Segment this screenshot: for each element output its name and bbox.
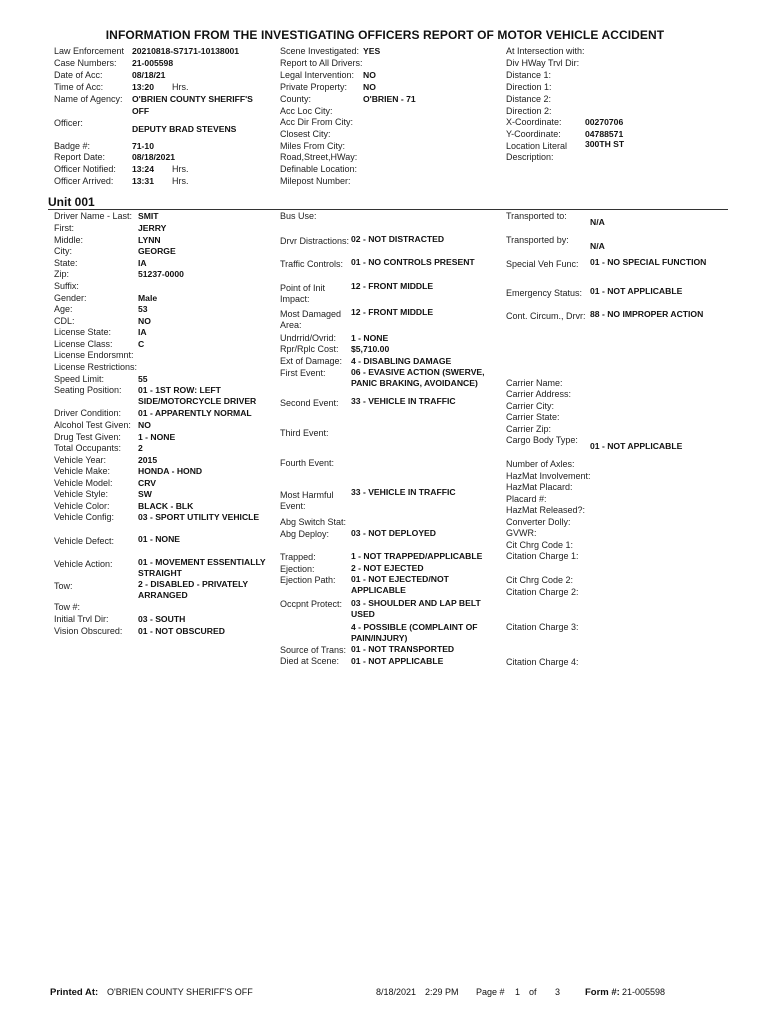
county-label: County: (280, 94, 312, 104)
abg-deploy-value: 03 - NOT DEPLOYED (351, 528, 436, 538)
driver-last-value: SMIT (138, 211, 159, 221)
initial-trvl-dir-value: 03 - SOUTH (138, 614, 186, 624)
age-value: 53 (138, 304, 148, 314)
officer-value: DEPUTY BRAD STEVENS (132, 124, 237, 134)
converter-dolly-label: Converter Dolly: (506, 517, 571, 527)
report-date-value: 08/18/2021 (132, 152, 176, 162)
citation-charge4-label: Citation Charge 4: (506, 657, 579, 667)
definable-location-label: Definable Location: (280, 164, 358, 174)
distance2-label: Distance 2: (506, 94, 552, 104)
vehicle-action-value: 01 - MOVEMENT ESSENTIALLY (138, 557, 266, 567)
law-enforcement-label: Law Enforcement (54, 46, 125, 56)
state-value: IA (138, 258, 147, 268)
most-damaged-label-cont: Area: (280, 320, 302, 330)
vehicle-config-label: Vehicle Config: (54, 512, 115, 522)
carrier-zip-label: Carrier Zip: (506, 424, 552, 434)
date-of-acc-label: Date of Acc: (54, 70, 103, 80)
vehicle-config-value: 03 - SPORT UTILITY VEHICLE (138, 512, 260, 522)
transported-by-value: N/A (590, 241, 605, 251)
ejection-value: 2 - NOT EJECTED (351, 563, 424, 573)
undrrid-value: 1 - NONE (351, 333, 389, 343)
abg-deploy-label: Abg Deploy: (280, 529, 330, 539)
vehicle-year-label: Vehicle Year: (54, 455, 107, 465)
point-of-impact-value: 12 - FRONT MIDDLE (351, 281, 434, 291)
zip-value: 51237-0000 (138, 269, 184, 279)
point-of-impact-label: Point of Init (280, 283, 326, 293)
officer-notified-label: Officer Notified: (54, 164, 116, 174)
middle-name-value: LYNN (138, 235, 161, 245)
hazmat-released-label: HazMat Released?: (506, 505, 586, 515)
drug-test-label: Drug Test Given: (54, 432, 121, 442)
y-coordinate-value: 04788571 (585, 129, 624, 139)
special-veh-func-value: 01 - NO SPECIAL FUNCTION (590, 257, 707, 267)
drug-test-value: 1 - NONE (138, 432, 176, 442)
legal-intervention-label: Legal Intervention: (280, 70, 355, 80)
legal-intervention-value: NO (363, 70, 376, 80)
seating-position-label: Seating Position: (54, 385, 122, 395)
hazmat-involvement-label: HazMat Involvement: (506, 471, 591, 481)
acc-dir-label: Acc Dir From City: (280, 117, 353, 127)
page-of-label: of (529, 987, 537, 997)
location-literal-value: 300TH ST (585, 139, 625, 149)
bus-use-label: Bus Use: (280, 211, 317, 221)
tow-number-label: Tow #: (54, 602, 81, 612)
vehicle-defect-label: Vehicle Defect: (54, 536, 115, 546)
occpnt-protect-label: Occpnt Protect: (280, 599, 343, 609)
direction1-label: Direction 1: (506, 82, 552, 92)
drvr-distractions-label: Drvr Distractions: (280, 236, 350, 246)
trapped-value: 1 - NOT TRAPPED/APPLICABLE (351, 551, 483, 561)
printed-time: 2:29 PM (425, 987, 459, 997)
died-at-scene-value: 01 - NOT APPLICABLE (351, 656, 444, 666)
vehicle-color-label: Vehicle Color: (54, 501, 110, 511)
gvwr-label: GVWR: (506, 528, 537, 538)
zip-label: Zip: (54, 269, 70, 279)
city-value: GEORGE (138, 246, 176, 256)
form-number-value: 21-005598 (622, 987, 666, 997)
cargo-body-type-value: 01 - NOT APPLICABLE (590, 441, 683, 451)
scene-investigated-value: YES (363, 46, 381, 56)
private-property-value: NO (363, 82, 376, 92)
citation-charge1-label: Citation Charge 1: (506, 551, 579, 561)
occpnt-protect-value-cont: USED (351, 609, 375, 619)
transported-by-label: Transported by: (506, 235, 569, 245)
source-of-trans-value: 01 - NOT TRANSPORTED (351, 644, 455, 654)
license-class-value: C (138, 339, 145, 349)
alcohol-test-label: Alcohol Test Given: (54, 420, 131, 430)
speed-limit-label: Speed Limit: (54, 374, 105, 384)
intersection-label: At Intersection with: (506, 46, 585, 56)
occpnt-protect-value: 03 - SHOULDER AND LAP BELT (351, 598, 481, 608)
agency-value-cont: OFF (132, 106, 150, 116)
time-of-acc-hrs: Hrs. (172, 82, 189, 92)
vehicle-defect-value: 01 - NONE (138, 534, 181, 544)
time-of-acc-value: 13:20 (132, 82, 154, 92)
vehicle-style-value: SW (138, 489, 152, 499)
ejection-label: Ejection: (280, 564, 315, 574)
private-property-label: Private Property: (280, 82, 348, 92)
div-hway-label: Div HWay Trvl Dir: (506, 58, 580, 68)
printed-at-label: Printed At: (50, 987, 99, 998)
first-event-value: 06 - EVASIVE ACTION (SWERVE, (351, 367, 485, 377)
second-event-label: Second Event: (280, 398, 339, 408)
vehicle-year-value: 2015 (138, 455, 158, 465)
tow-value: 2 - DISABLED - PRIVATELY (138, 579, 249, 589)
license-restrictions-label: License Restrictions: (54, 362, 138, 372)
scene-investigated-label: Scene Investigated: (280, 46, 360, 56)
badge-label: Badge #: (54, 141, 91, 151)
officer-notified-hrs: Hrs. (172, 164, 189, 174)
printed-date: 8/18/2021 (376, 987, 417, 997)
page-label: Page # (476, 987, 505, 997)
time-of-acc-label: Time of Acc: (54, 82, 104, 92)
citation-charge3-label: Citation Charge 3: (506, 622, 579, 632)
officer-label: Officer: (54, 118, 83, 128)
cont-circum-label: Cont. Circum., Drvr: (506, 311, 586, 321)
repair-cost-value: $5,710.00 (351, 344, 390, 354)
number-of-axles-label: Number of Axles: (506, 459, 575, 469)
agency-value: O'BRIEN COUNTY SHERIFF'S (132, 94, 253, 104)
vehicle-make-label: Vehicle Make: (54, 466, 111, 476)
initial-trvl-dir-label: Initial Trvl Dir: (54, 614, 109, 624)
x-coordinate-value: 00270706 (585, 117, 624, 127)
unit-divider (48, 209, 728, 210)
distance1-label: Distance 1: (506, 70, 552, 80)
died-at-scene-label: Died at Scene: (280, 656, 340, 666)
special-veh-func-label: Special Veh Func: (506, 259, 579, 269)
seating-position-value: 01 - 1ST ROW: LEFT (138, 385, 221, 395)
acc-loc-city-label: Acc Loc City: (280, 106, 333, 116)
transported-to-label: Transported to: (506, 211, 567, 221)
ext-damage-value: 4 - DISABLING DAMAGE (351, 356, 452, 366)
vehicle-model-value: CRV (138, 478, 156, 488)
ejection-path-value-cont: APPLICABLE (351, 585, 406, 595)
gender-label: Gender: (54, 293, 87, 303)
gender-value: Male (138, 293, 158, 303)
y-coordinate-label: Y-Coordinate: (506, 129, 561, 139)
officer-notified-value: 13:24 (132, 164, 154, 174)
total-occupants-label: Total Occupants: (54, 443, 122, 453)
city-label: City: (54, 246, 72, 256)
injury-value: 4 - POSSIBLE (COMPLAINT OF (351, 622, 478, 632)
trapped-label: Trapped: (280, 552, 316, 562)
most-harmful-label-cont: Event: (280, 501, 306, 511)
milepost-label: Milepost Number: (280, 176, 351, 186)
officer-arrived-hrs: Hrs. (172, 176, 189, 186)
page-number: 1 (515, 987, 521, 997)
point-of-impact-label-cont: Impact: (280, 294, 310, 304)
license-state-value: IA (138, 327, 147, 337)
hazmat-placard-label: HazMat Placard: (506, 482, 573, 492)
vehicle-style-label: Vehicle Style: (54, 489, 109, 499)
tow-label: Tow: (54, 581, 73, 591)
license-class-label: License Class: (54, 339, 113, 349)
suffix-label: Suffix: (54, 281, 79, 291)
tow-value-cont: ARRANGED (138, 590, 188, 600)
emergency-status-label: Emergency Status: (506, 288, 583, 298)
source-of-trans-label: Source of Trans: (280, 645, 347, 655)
placard-number-label: Placard #: (506, 494, 547, 504)
license-endorsmnt-label: License Endorsmnt: (54, 350, 134, 360)
cdl-value: NO (138, 316, 151, 326)
first-event-label: First Event: (280, 368, 326, 378)
direction2-label: Direction 2: (506, 106, 552, 116)
closest-city-label: Closest City: (280, 129, 331, 139)
location-literal-label: Location Literal (506, 141, 568, 151)
vision-obscured-label: Vision Obscured: (54, 626, 123, 636)
alcohol-test-value: NO (138, 420, 151, 430)
second-event-value: 33 - VEHICLE IN TRAFFIC (351, 396, 456, 406)
vehicle-model-label: Vehicle Model: (54, 478, 113, 488)
description-label: Description: (506, 152, 554, 162)
most-damaged-label: Most Damaged (280, 309, 342, 319)
most-harmful-label: Most Harmful (280, 490, 334, 500)
first-name-value: JERRY (138, 223, 167, 233)
page-total: 3 (555, 987, 561, 997)
ejection-path-value: 01 - NOT EJECTED/NOT (351, 574, 449, 584)
officer-arrived-label: Officer Arrived: (54, 176, 114, 186)
cont-circum-value: 88 - NO IMPROPER ACTION (590, 309, 704, 319)
third-event-label: Third Event: (280, 428, 329, 438)
unit-heading: Unit 001 (48, 195, 95, 209)
traffic-controls-value: 01 - NO CONTROLS PRESENT (351, 257, 475, 267)
transported-to-value: N/A (590, 217, 605, 227)
cargo-body-type-label: Cargo Body Type: (506, 435, 578, 445)
driver-last-label: Driver Name - Last: (54, 211, 133, 221)
seating-position-value-cont: SIDE/MOTORCYCLE DRIVER (138, 396, 257, 406)
first-name-label: First: (54, 223, 74, 233)
agency-label: Name of Agency: (54, 94, 123, 104)
badge-value: 71-10 (132, 141, 154, 151)
cit-chrg-code2-label: Cit Chrg Code 2: (506, 575, 574, 585)
middle-name-label: Middle: (54, 235, 84, 245)
carrier-city-label: Carrier City: (506, 401, 555, 411)
license-state-label: License State: (54, 327, 112, 337)
abg-switch-label: Abg Switch Stat: (280, 517, 347, 527)
repair-cost-label: Rpr/Rplc Cost: (280, 344, 339, 354)
report-title: INFORMATION FROM THE INVESTIGATING OFFICERS REPORT OF MOTOR VEHICLE ACCIDENT (105, 28, 665, 42)
most-harmful-value: 33 - VEHICLE IN TRAFFIC (351, 487, 456, 497)
date-of-acc-value: 08/18/21 (132, 70, 166, 80)
carrier-name-label: Carrier Name: (506, 378, 563, 388)
vehicle-action-value-cont: STRAIGHT (138, 568, 182, 578)
vision-obscured-value: 01 - NOT OBSCURED (138, 626, 225, 636)
state-label: State: (54, 258, 78, 268)
driver-condition-value: 01 - APPARENTLY NORMAL (138, 408, 252, 418)
officer-arrived-value: 13:31 (132, 176, 154, 186)
report-date-label: Report Date: (54, 152, 106, 162)
form-number-label: Form #: (585, 987, 620, 998)
driver-condition-label: Driver Condition: (54, 408, 122, 418)
carrier-state-label: Carrier State: (506, 412, 560, 422)
total-occupants-value: 2 (138, 443, 143, 453)
road-label: Road,Street,HWay: (280, 152, 358, 162)
vehicle-make-value: HONDA - HOND (138, 466, 203, 476)
most-damaged-value: 12 - FRONT MIDDLE (351, 307, 434, 317)
citation-charge2-label: Citation Charge 2: (506, 587, 579, 597)
x-coordinate-label: X-Coordinate: (506, 117, 562, 127)
traffic-controls-label: Traffic Controls: (280, 259, 344, 269)
cit-chrg-code1-label: Cit Chrg Code 1: (506, 540, 574, 550)
printed-at-value: O'BRIEN COUNTY SHERIFF'S OFF (107, 987, 253, 997)
law-enforcement-value: 20210818-S7171-10138001 (132, 46, 240, 56)
vehicle-action-label: Vehicle Action: (54, 559, 113, 569)
case-numbers-value: 21-005598 (132, 58, 174, 68)
undrrid-label: Undrrid/Ovrid: (280, 333, 337, 343)
vehicle-color-value: BLACK - BLK (138, 501, 194, 511)
injury-value-cont: PAIN/INJURY) (351, 633, 408, 643)
ext-damage-label: Ext of Damage: (280, 356, 343, 366)
ejection-path-label: Ejection Path: (280, 575, 336, 585)
county-value: O'BRIEN - 71 (363, 94, 416, 104)
emergency-status-value: 01 - NOT APPLICABLE (590, 286, 683, 296)
first-event-value-cont: PANIC BRAKING, AVOIDANCE) (351, 378, 478, 388)
fourth-event-label: Fourth Event: (280, 458, 335, 468)
carrier-address-label: Carrier Address: (506, 389, 572, 399)
drvr-distractions-value: 02 - NOT DISTRACTED (351, 234, 445, 244)
report-all-drivers-label: Report to All Drivers: (280, 58, 363, 68)
case-numbers-label: Case Numbers: (54, 58, 117, 68)
speed-limit-value: 55 (138, 374, 148, 384)
cdl-label: CDL: (54, 316, 75, 326)
miles-from-city-label: Miles From City: (280, 141, 345, 151)
age-label: Age: (54, 304, 73, 314)
